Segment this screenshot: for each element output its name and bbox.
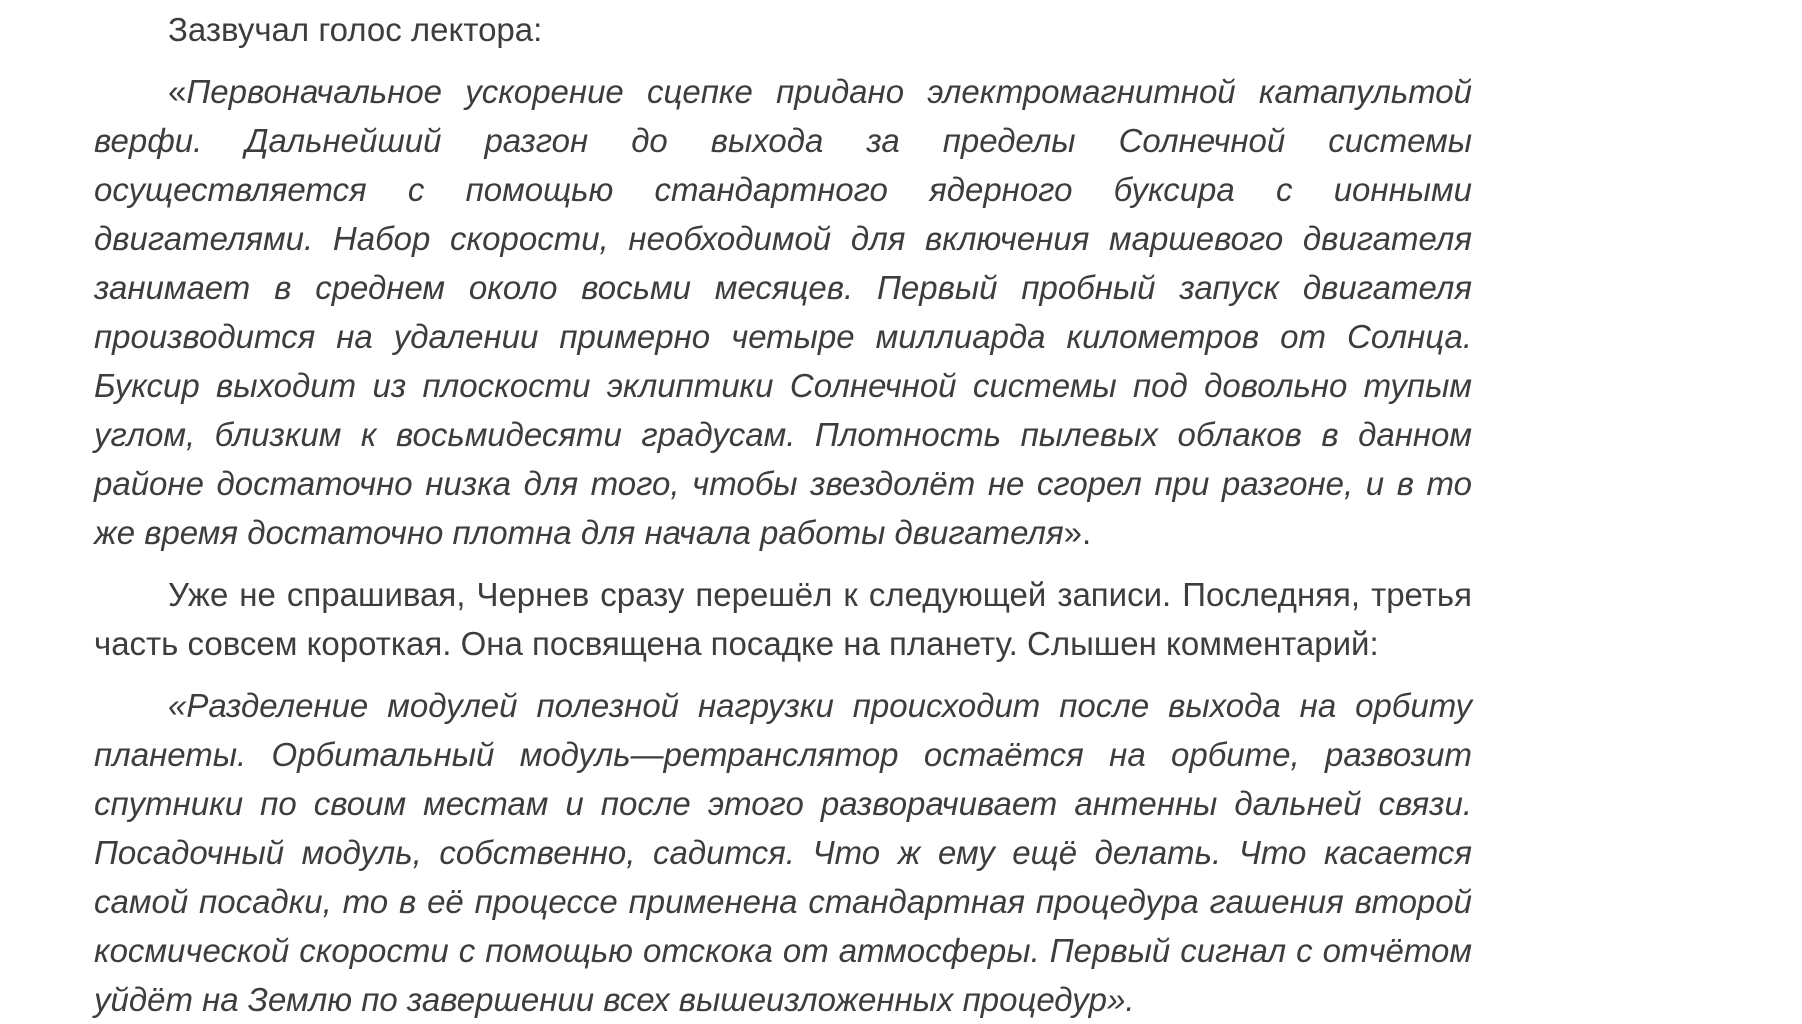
- paragraph-intro: Зазвучал голос лектора:: [168, 11, 543, 48]
- quote-open-mark: «: [168, 73, 187, 110]
- document-page: [0, 5, 1802, 1018]
- paragraph-narration: Уже не спрашивая, Чернев сразу перешёл к следующей записи. Последняя, третья часть совсем короткая. Она посвящена посадке на планету. Слышен комментарий:: [94, 576, 1472, 662]
- lecture-quote-text: Первоначальное ускорение сцепке придано электромагнитной катапультой верфи. Дальнейший разгон до выхода за пределы Солнечной системы осуществляется с помощью стандартного ядерного буксира с ионными двигателями. Набор скорости, необходимой для включения маршевого двигателя занимает в среднем около восьми месяцев. Первый пробный запуск двигателя производится на удалении примерно четыре миллиарда километров от Солнца. Буксир выходит из плоскости эклиптики Солнечной системы под довольно тупым углом, близким к восьмидесяти градусам. Плотность пылевых облаков в данном районе достаточно низка для того, чтобы звездолёт не сгорел при разгоне, и в то же время достаточно плотна для начала работы двигателя: [94, 73, 1472, 551]
- quote-close-mark: ».: [1063, 514, 1092, 551]
- paragraph-landing-quote: «Разделение модулей полезной нагрузки происходит после выхода на орбиту планеты. Орбитальный модуль—ретранслятор остаётся на орбите, развозит спутники по своим местам и после этого разворачивает антенны дальней связи. Посадочный модуль, собственно, садится. Что ж ему ещё делать. Что касается самой посадки, то в её процессе применена стандартная процедура гашения второй космической скорости с помощью отскока от атмосферы. Первый сигнал с отчётом уйдёт на Землю по завершении всех вышеизложенных процедур».: [94, 687, 1472, 1018]
- paragraph-lecture-quote: [94, 67, 1472, 557]
